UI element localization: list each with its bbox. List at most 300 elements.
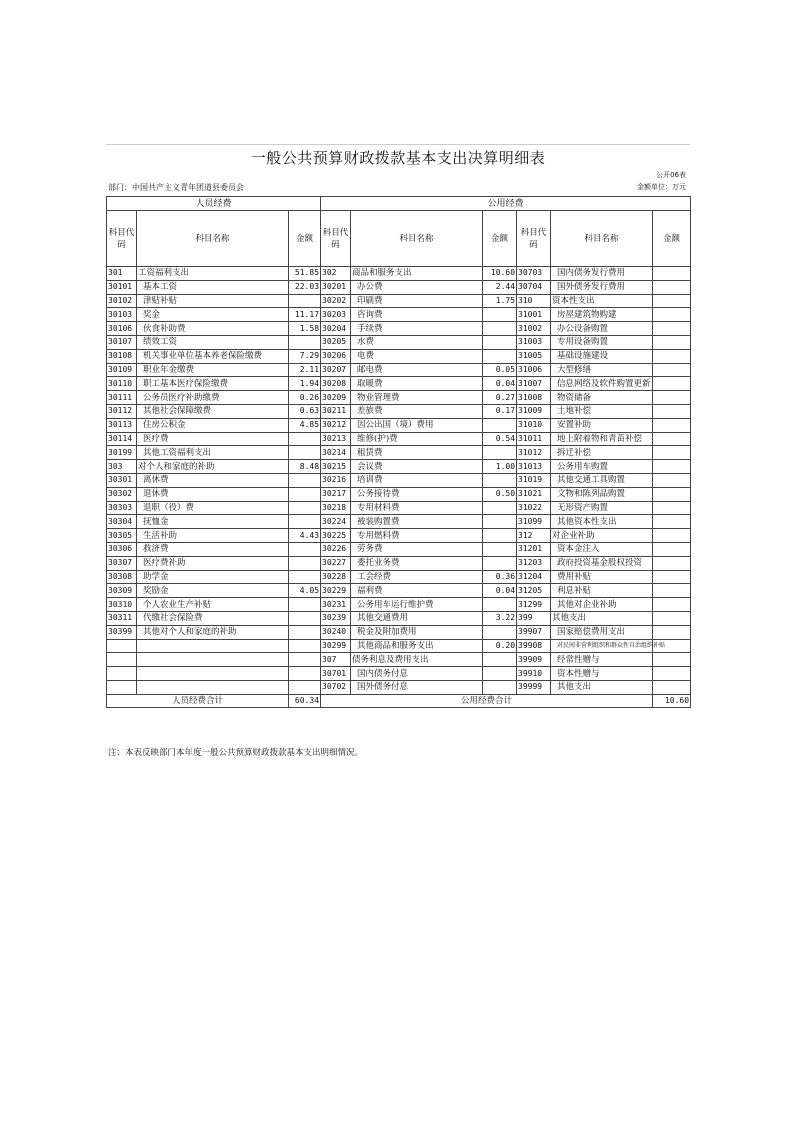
item-name: 印刷费 xyxy=(351,294,483,308)
item-amount: 0.20 xyxy=(483,639,517,653)
item-code: 30213 xyxy=(321,432,351,446)
item-name: 物业管理费 xyxy=(351,391,483,405)
item-amount: 0.05 xyxy=(483,363,517,377)
item-name xyxy=(137,653,289,667)
item-name: 助学金 xyxy=(137,570,289,584)
item-code: 303 xyxy=(107,460,137,474)
item-amount: 1.75 xyxy=(483,294,517,308)
group-header-public: 公用经费 xyxy=(321,197,691,211)
item-amount xyxy=(653,611,691,625)
item-name: 对民间非营利组织和群众性自治组织补贴 xyxy=(551,639,653,653)
item-name xyxy=(137,667,289,681)
item-code: 30311 xyxy=(107,611,137,625)
table-row xyxy=(107,653,691,667)
item-name: 邮电费 xyxy=(351,363,483,377)
item-amount xyxy=(653,487,691,501)
form-number: 公开06表 xyxy=(656,171,686,179)
item-code: 30240 xyxy=(321,625,351,639)
item-name: 公务接待费 xyxy=(351,487,483,501)
table-body xyxy=(107,267,691,695)
item-name: 利息补贴 xyxy=(551,584,653,598)
item-name: 对个人和家庭的补助 xyxy=(137,460,289,474)
item-name: 办公设备购置 xyxy=(551,322,653,336)
table-row xyxy=(107,280,691,294)
item-code: 30303 xyxy=(107,501,137,515)
item-amount: 8.48 xyxy=(289,460,321,474)
item-name: 劳务费 xyxy=(351,542,483,556)
item-amount xyxy=(653,308,691,322)
item-name: 费用补贴 xyxy=(551,570,653,584)
item-code: 31021 xyxy=(517,487,551,501)
table-row xyxy=(107,501,691,515)
item-name: 地上附着物和青苗补偿 xyxy=(551,432,653,446)
item-amount xyxy=(653,542,691,556)
table-row xyxy=(107,556,691,570)
item-amount xyxy=(653,280,691,294)
item-name: 其他交通费用 xyxy=(351,611,483,625)
item-code: 30102 xyxy=(107,294,137,308)
item-code: 30701 xyxy=(321,667,351,681)
item-code: 30199 xyxy=(107,446,137,460)
table-row xyxy=(107,460,691,474)
item-code: 30101 xyxy=(107,280,137,294)
item-name: 培训费 xyxy=(351,473,483,487)
item-amount xyxy=(289,639,321,653)
item-name: 文物和陈列品购置 xyxy=(551,487,653,501)
item-amount xyxy=(653,556,691,570)
col-header-amount: 金额 xyxy=(653,211,691,267)
table-row xyxy=(107,432,691,446)
table-row xyxy=(107,391,691,405)
item-name: 水费 xyxy=(351,335,483,349)
item-code: 30218 xyxy=(321,501,351,515)
item-name: 工会经费 xyxy=(351,570,483,584)
item-amount xyxy=(289,487,321,501)
item-amount xyxy=(289,653,321,667)
item-code: 31201 xyxy=(517,542,551,556)
table-row xyxy=(107,584,691,598)
item-code: 30103 xyxy=(107,308,137,322)
item-name: 医疗费 xyxy=(137,432,289,446)
item-name: 个人农业生产补贴 xyxy=(137,598,289,612)
item-code: 31019 xyxy=(517,473,551,487)
item-name: 住房公积金 xyxy=(137,418,289,432)
item-name: 电费 xyxy=(351,349,483,363)
item-amount: 0.04 xyxy=(483,377,517,391)
item-name: 公务用车购置 xyxy=(551,460,653,474)
item-code: 30226 xyxy=(321,542,351,556)
item-amount xyxy=(653,529,691,543)
col-header-name: 科目名称 xyxy=(551,211,653,267)
item-code xyxy=(107,639,137,653)
item-amount xyxy=(653,667,691,681)
item-code: 310 xyxy=(517,294,551,308)
col-header-code: 科目代码 xyxy=(321,211,351,267)
item-name: 税金及附加费用 xyxy=(351,625,483,639)
item-code: 30310 xyxy=(107,598,137,612)
col-header-amount: 金额 xyxy=(483,211,517,267)
table-row xyxy=(107,667,691,681)
table-row xyxy=(107,598,691,612)
item-code xyxy=(107,667,137,681)
item-amount xyxy=(483,653,517,667)
public-total-value: 10.60 xyxy=(653,694,691,707)
item-name: 津贴补贴 xyxy=(137,294,289,308)
item-code: 30299 xyxy=(321,639,351,653)
item-name: 取暖费 xyxy=(351,377,483,391)
item-name: 其他对企业补助 xyxy=(551,598,653,612)
item-code: 30239 xyxy=(321,611,351,625)
public-total-label: 公用经费合计 xyxy=(321,694,653,707)
table-row xyxy=(107,515,691,529)
item-name: 退职（役）费 xyxy=(137,501,289,515)
item-amount xyxy=(289,611,321,625)
item-amount xyxy=(483,598,517,612)
item-name: 基础设施建设 xyxy=(551,349,653,363)
item-code: 30302 xyxy=(107,487,137,501)
item-amount xyxy=(289,335,321,349)
table-row xyxy=(107,473,691,487)
item-code: 30209 xyxy=(321,391,351,405)
item-name: 信息网络及软件购置更新 xyxy=(551,377,653,391)
table-row xyxy=(107,611,691,625)
item-code: 30224 xyxy=(321,515,351,529)
item-name: 咨询费 xyxy=(351,308,483,322)
footnote: 注：本表反映部门本年度一般公共预算财政拨款基本支出明细情况。 xyxy=(108,748,364,758)
item-amount xyxy=(653,515,691,529)
item-name: 委托业务费 xyxy=(351,556,483,570)
item-name: 资本性赠与 xyxy=(551,667,653,681)
item-name: 离休费 xyxy=(137,473,289,487)
col-header-name: 科目名称 xyxy=(137,211,289,267)
item-name: 专用材料费 xyxy=(351,501,483,515)
item-name: 其他资本性支出 xyxy=(551,515,653,529)
item-name: 差旅费 xyxy=(351,404,483,418)
item-amount xyxy=(483,515,517,529)
table-row xyxy=(107,404,691,418)
item-code: 30309 xyxy=(107,584,137,598)
item-code: 30703 xyxy=(517,267,551,281)
item-code: 30201 xyxy=(321,280,351,294)
item-name xyxy=(137,639,289,653)
item-code: 31002 xyxy=(517,322,551,336)
item-name: 绩效工资 xyxy=(137,335,289,349)
item-amount: 0.63 xyxy=(289,404,321,418)
item-code: 30214 xyxy=(321,446,351,460)
item-code: 39908 xyxy=(517,639,551,653)
item-name: 拆迁补偿 xyxy=(551,446,653,460)
item-amount: 1.00 xyxy=(483,460,517,474)
personnel-total-value: 60.34 xyxy=(289,694,321,707)
item-code: 30308 xyxy=(107,570,137,584)
item-code: 30399 xyxy=(107,625,137,639)
item-code: 30215 xyxy=(321,460,351,474)
table-row xyxy=(107,570,691,584)
item-amount xyxy=(483,473,517,487)
table-row xyxy=(107,294,691,308)
item-name: 其他社会保障缴费 xyxy=(137,404,289,418)
item-code: 30228 xyxy=(321,570,351,584)
item-name: 职业年金缴费 xyxy=(137,363,289,377)
item-amount xyxy=(289,501,321,515)
item-code: 31010 xyxy=(517,418,551,432)
item-amount: 0.54 xyxy=(483,432,517,446)
item-name: 被装购置费 xyxy=(351,515,483,529)
table-row xyxy=(107,680,691,694)
item-name: 抚恤金 xyxy=(137,515,289,529)
item-amount xyxy=(653,446,691,460)
item-code: 30108 xyxy=(107,349,137,363)
item-name: 资本性支出 xyxy=(551,294,653,308)
col-header-name: 科目名称 xyxy=(351,211,483,267)
item-amount xyxy=(653,501,691,515)
item-code: 30114 xyxy=(107,432,137,446)
item-amount xyxy=(653,377,691,391)
personnel-total-label: 人员经费合计 xyxy=(107,694,289,707)
item-name: 职工基本医疗保险缴费 xyxy=(137,377,289,391)
item-name: 房屋建筑物购建 xyxy=(551,308,653,322)
item-amount xyxy=(653,584,691,598)
item-amount xyxy=(653,363,691,377)
item-code: 31022 xyxy=(517,501,551,515)
item-code: 39909 xyxy=(517,653,551,667)
item-code: 30301 xyxy=(107,473,137,487)
item-code: 30109 xyxy=(107,363,137,377)
item-amount xyxy=(483,680,517,694)
item-code: 30305 xyxy=(107,529,137,543)
item-code: 31099 xyxy=(517,515,551,529)
item-name: 公务用车运行维护费 xyxy=(351,598,483,612)
item-name: 会议费 xyxy=(351,460,483,474)
item-code: 30212 xyxy=(321,418,351,432)
item-name: 国外债务发行费用 xyxy=(551,280,653,294)
item-amount: 1.58 xyxy=(289,322,321,336)
item-code: 30208 xyxy=(321,377,351,391)
table-row xyxy=(107,349,691,363)
item-code: 399 xyxy=(517,611,551,625)
item-code: 30206 xyxy=(321,349,351,363)
col-header-amount: 金额 xyxy=(289,211,321,267)
table-row xyxy=(107,267,691,281)
item-name: 维修(护)费 xyxy=(351,432,483,446)
item-code: 30112 xyxy=(107,404,137,418)
totals-row xyxy=(107,694,691,707)
item-code: 30704 xyxy=(517,280,551,294)
item-amount xyxy=(653,335,691,349)
item-amount xyxy=(289,625,321,639)
item-code: 30216 xyxy=(321,473,351,487)
item-amount xyxy=(483,349,517,363)
item-name: 机关事业单位基本养老保险缴费 xyxy=(137,349,289,363)
item-name: 公务员医疗补助缴费 xyxy=(137,391,289,405)
item-amount xyxy=(483,556,517,570)
item-name: 土地补偿 xyxy=(551,404,653,418)
item-code xyxy=(107,653,137,667)
item-amount: 2.11 xyxy=(289,363,321,377)
table-row xyxy=(107,542,691,556)
item-amount xyxy=(653,473,691,487)
item-code: 30227 xyxy=(321,556,351,570)
item-amount xyxy=(653,570,691,584)
item-name: 因公出国（境）费用 xyxy=(351,418,483,432)
item-name: 手续费 xyxy=(351,322,483,336)
item-amount: 0.26 xyxy=(289,391,321,405)
item-name: 其他对个人和家庭的补助 xyxy=(137,625,289,639)
item-amount xyxy=(289,680,321,694)
item-amount xyxy=(653,418,691,432)
item-amount xyxy=(653,680,691,694)
item-code: 39999 xyxy=(517,680,551,694)
table-row xyxy=(107,446,691,460)
item-amount xyxy=(483,542,517,556)
item-name: 国内债务付息 xyxy=(351,667,483,681)
item-amount xyxy=(289,294,321,308)
item-amount: 7.29 xyxy=(289,349,321,363)
item-amount: 22.03 xyxy=(289,280,321,294)
item-code: 31204 xyxy=(517,570,551,584)
item-amount xyxy=(653,391,691,405)
item-code xyxy=(107,680,137,694)
item-code: 30202 xyxy=(321,294,351,308)
col-header-code: 科目代码 xyxy=(517,211,551,267)
item-code: 30113 xyxy=(107,418,137,432)
item-amount xyxy=(289,556,321,570)
item-amount xyxy=(653,294,691,308)
item-amount xyxy=(483,529,517,543)
item-code: 312 xyxy=(517,529,551,543)
item-name: 奖金 xyxy=(137,308,289,322)
item-code: 30110 xyxy=(107,377,137,391)
item-code: 30217 xyxy=(321,487,351,501)
item-code: 30107 xyxy=(107,335,137,349)
item-name: 代缴社会保险费 xyxy=(137,611,289,625)
item-name: 其他支出 xyxy=(551,611,653,625)
item-code: 39910 xyxy=(517,667,551,681)
table-row xyxy=(107,418,691,432)
item-amount xyxy=(483,322,517,336)
item-code: 30203 xyxy=(321,308,351,322)
item-amount xyxy=(483,418,517,432)
item-amount xyxy=(653,349,691,363)
item-name: 国内债务发行费用 xyxy=(551,267,653,281)
item-code: 31005 xyxy=(517,349,551,363)
item-amount xyxy=(483,308,517,322)
expenditure-table xyxy=(106,196,691,708)
item-code: 30205 xyxy=(321,335,351,349)
item-code: 31006 xyxy=(517,363,551,377)
item-name: 医疗费补助 xyxy=(137,556,289,570)
item-amount xyxy=(289,473,321,487)
table-row xyxy=(107,335,691,349)
item-amount xyxy=(653,404,691,418)
item-amount xyxy=(653,432,691,446)
column-header-row xyxy=(107,211,691,267)
item-amount xyxy=(289,667,321,681)
item-amount: 1.94 xyxy=(289,377,321,391)
item-amount xyxy=(653,625,691,639)
item-name: 租赁费 xyxy=(351,446,483,460)
item-amount xyxy=(483,667,517,681)
table-row xyxy=(107,529,691,543)
item-code: 30225 xyxy=(321,529,351,543)
item-name: 工资福利支出 xyxy=(137,267,289,281)
item-name: 国外债务付息 xyxy=(351,680,483,694)
item-name: 国家赔偿费用支出 xyxy=(551,625,653,639)
item-amount: 0.04 xyxy=(483,584,517,598)
item-amount: 51.85 xyxy=(289,267,321,281)
item-name: 救济费 xyxy=(137,542,289,556)
item-amount: 3.22 xyxy=(483,611,517,625)
item-name: 退休费 xyxy=(137,487,289,501)
item-name: 债务利息及费用支出 xyxy=(351,653,483,667)
item-name: 大型修缮 xyxy=(551,363,653,377)
item-name: 商品和服务支出 xyxy=(351,267,483,281)
item-name: 无形资产购置 xyxy=(551,501,653,515)
table-row xyxy=(107,639,691,653)
unit-label: 金额单位：万元 xyxy=(637,183,686,191)
item-code: 31203 xyxy=(517,556,551,570)
item-name: 物资储备 xyxy=(551,391,653,405)
table-row xyxy=(107,487,691,501)
item-name: 对企业补助 xyxy=(551,529,653,543)
item-amount: 4.05 xyxy=(289,584,321,598)
col-header-code: 科目代码 xyxy=(107,211,137,267)
item-code: 31008 xyxy=(517,391,551,405)
item-code: 31299 xyxy=(517,598,551,612)
item-code: 31009 xyxy=(517,404,551,418)
item-code: 31007 xyxy=(517,377,551,391)
table-row xyxy=(107,308,691,322)
item-code: 30304 xyxy=(107,515,137,529)
table-row xyxy=(107,363,691,377)
item-code: 30211 xyxy=(321,404,351,418)
item-code: 31011 xyxy=(517,432,551,446)
item-name: 福利费 xyxy=(351,584,483,598)
item-amount: 10.60 xyxy=(483,267,517,281)
group-header-personnel: 人员经费 xyxy=(107,197,321,211)
item-code: 31001 xyxy=(517,308,551,322)
table-row xyxy=(107,377,691,391)
item-amount xyxy=(653,267,691,281)
item-name: 专用设备购置 xyxy=(551,335,653,349)
item-amount xyxy=(289,446,321,460)
item-code: 39907 xyxy=(517,625,551,639)
item-code: 30106 xyxy=(107,322,137,336)
department-label: 部门：中国共产主义青年团道县委员会 xyxy=(108,183,244,192)
item-code: 30229 xyxy=(321,584,351,598)
item-name: 其他商品和服务支出 xyxy=(351,639,483,653)
table-row xyxy=(107,322,691,336)
item-amount xyxy=(483,335,517,349)
item-amount xyxy=(483,501,517,515)
item-amount xyxy=(289,542,321,556)
item-amount xyxy=(483,625,517,639)
item-code: 307 xyxy=(321,653,351,667)
item-name: 伙食补助费 xyxy=(137,322,289,336)
item-amount xyxy=(289,598,321,612)
item-code: 30306 xyxy=(107,542,137,556)
report-title: 一般公共预算财政拨款基本支出决算明细表 xyxy=(106,144,690,171)
item-code: 301 xyxy=(107,267,137,281)
item-amount: 0.50 xyxy=(483,487,517,501)
item-name: 基本工资 xyxy=(137,280,289,294)
item-name: 奖励金 xyxy=(137,584,289,598)
item-name: 其他工资福利支出 xyxy=(137,446,289,460)
item-code: 31013 xyxy=(517,460,551,474)
item-code: 31012 xyxy=(517,446,551,460)
item-amount xyxy=(653,460,691,474)
item-name: 生活补助 xyxy=(137,529,289,543)
